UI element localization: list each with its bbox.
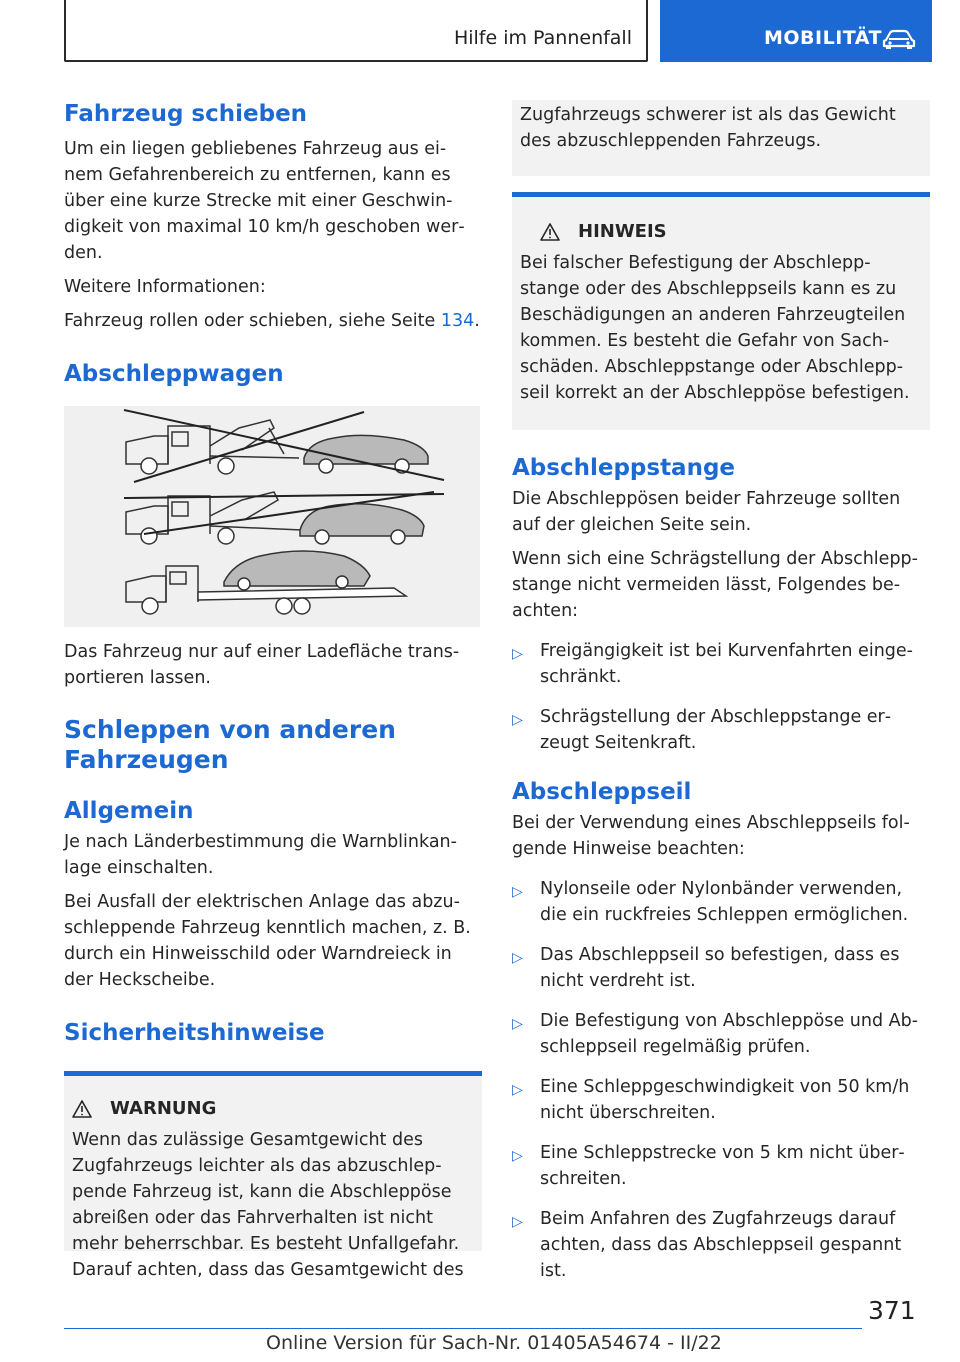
warning-triangle-icon <box>540 223 560 241</box>
header-chapter-tab <box>660 0 932 62</box>
header-section-box <box>64 0 648 62</box>
bullet-triangle-icon: ▷ <box>512 1016 523 1032</box>
heading-general: Allgemein <box>64 798 194 824</box>
heading-push-vehicle: Fahrzeug schieben <box>64 101 308 127</box>
car-icon <box>882 28 916 50</box>
list-item: ▷ Eine Schleppgeschwindigkeit von 50 km/h nicht überschreiten. <box>512 1077 910 1123</box>
warning-triangle-icon <box>72 1100 92 1118</box>
paragraph-reference: Fahrzeug rollen oder schieben, siehe Seite 134. <box>64 311 480 331</box>
heading-tow-bar: Abschleppstange <box>512 455 736 481</box>
footer-divider <box>64 1328 862 1329</box>
tow-truck-diagram <box>64 406 480 627</box>
warning-text: Wenn das zulässige Gesamtgewicht des Zugfahrzeugs leichter als das abzuschlep‐ pende Fahrzeug ist, kann die Abschleppöse abreißen oder das Fahrverhalten ist nicht mehr beherrschbar. Es besteht Unfallgefahr. Darauf achten, dass das Gesamtgewicht des <box>72 1130 464 1280</box>
hint-title: HINWEIS <box>578 221 667 242</box>
warning-header <box>72 1098 474 1119</box>
footer-online-version: Online Version für Sach-Nr. 01405A54674 - II/22 <box>266 1332 722 1354</box>
paragraph-general-1: Je nach Länderbestimmung die Warnblinkan‐ lage einschalten. <box>64 832 457 878</box>
page-number: 371 <box>868 1296 916 1325</box>
paragraph-general-2: Bei Ausfall der elektrischen Anlage das abzu‐ schleppende Fahrzeug kenntlich machen, z. B. durch ein Hinweisschild oder Warndreieck in der Heckscheibe. <box>64 892 471 990</box>
warning-text-continued: Zugfahrzeugs schwerer ist als das Gewicht des abzuschleppenden Fahrzeugs. <box>520 105 896 151</box>
list-item: ▷ Beim Anfahren des Zugfahrzeugs darauf achten, dass das Abschleppseil gespannt ist. <box>512 1209 902 1281</box>
heading-tow-rope: Abschleppseil <box>512 779 692 805</box>
page-link-134[interactable]: 134 <box>440 311 475 331</box>
hint-box <box>512 192 930 430</box>
list-item: ▷ Eine Schleppstrecke von 5 km nicht über‐ schreiten. <box>512 1143 905 1189</box>
list-item: ▷ Die Befestigung von Abschleppöse und Ab‐ schleppseil regelmäßig prüfen. <box>512 1011 919 1057</box>
heading-tow-truck: Abschleppwagen <box>64 361 284 387</box>
header-chapter-title: MOBILITÄT <box>764 27 882 49</box>
list-item: ▷ Freigängigkeit ist bei Kurvenfahrten einge‐ schränkt. <box>512 641 913 687</box>
paragraph-tow-rope: Bei der Verwendung eines Abschleppseils fol‐ gende Hinweise beachten: <box>512 813 910 859</box>
bullet-triangle-icon: ▷ <box>512 1214 523 1230</box>
bullet-triangle-icon: ▷ <box>512 712 523 728</box>
tow-rope-list <box>512 876 930 1284</box>
bullet-triangle-icon: ▷ <box>512 646 523 662</box>
paragraph-tow-truck: Das Fahrzeug nur auf einer Ladefläche trans‐ portieren lassen. <box>64 642 460 688</box>
header-section-title: Hilfe im Pannenfall <box>453 27 632 49</box>
bullet-triangle-icon: ▷ <box>512 1148 523 1164</box>
warning-title: WARNUNG <box>110 1098 217 1119</box>
paragraph-tow-bar-1: Die Abschleppösen beider Fahrzeuge sollten auf der gleichen Seite sein. <box>512 489 901 535</box>
heading-safety-notes: Sicherheitshinweise <box>64 1020 325 1046</box>
warning-box-continued <box>512 100 930 176</box>
list-item: ▷ Nylonseile oder Nylonbänder verwenden, die ein ruckfreies Schleppen ermöglichen. <box>512 879 909 925</box>
paragraph-push: Um ein liegen gebliebenes Fahrzeug aus ei‐ nem Gefahrenbereich zu entfernen, kann es über eine kurze Strecke mit einer Geschwin‐ digkeit von maximal 10 km/h geschoben wer‐ den. <box>64 139 465 263</box>
bullet-triangle-icon: ▷ <box>512 950 523 966</box>
heading-tow-other-vehicles: Schleppen von anderen Fahrzeugen <box>64 715 396 774</box>
tow-truck-illustration <box>64 406 480 627</box>
paragraph-more-info: Weitere Informationen: <box>64 277 266 297</box>
bullet-triangle-icon: ▷ <box>512 1082 523 1098</box>
tow-bar-list <box>512 638 930 756</box>
bullet-triangle-icon: ▷ <box>512 884 523 900</box>
list-item: ▷ Schrägstellung der Abschleppstange er‐ zeugt Seitenkraft. <box>512 707 892 753</box>
hint-header <box>520 221 922 242</box>
paragraph-tow-bar-2: Wenn sich eine Schrägstellung der Abschlepp‐ stange nicht vermeiden lässt, Folgendes be‐ achten: <box>512 549 918 621</box>
list-item: ▷ Das Abschleppseil so befestigen, dass es nicht verdreht ist. <box>512 945 900 991</box>
left-column <box>64 98 482 1280</box>
right-column <box>512 100 930 1284</box>
warning-box <box>64 1071 482 1280</box>
hint-text: Bei falscher Befestigung der Abschlepp‐ stange oder des Abschleppseils kann es zu Beschädigungen an anderen Fahrzeugteilen kommen. Es besteht die Gefahr von Sach‐ schäden. Abschleppstange oder Abschlepp‐ seil korrekt an der Abschleppöse befestigen. <box>520 253 910 403</box>
